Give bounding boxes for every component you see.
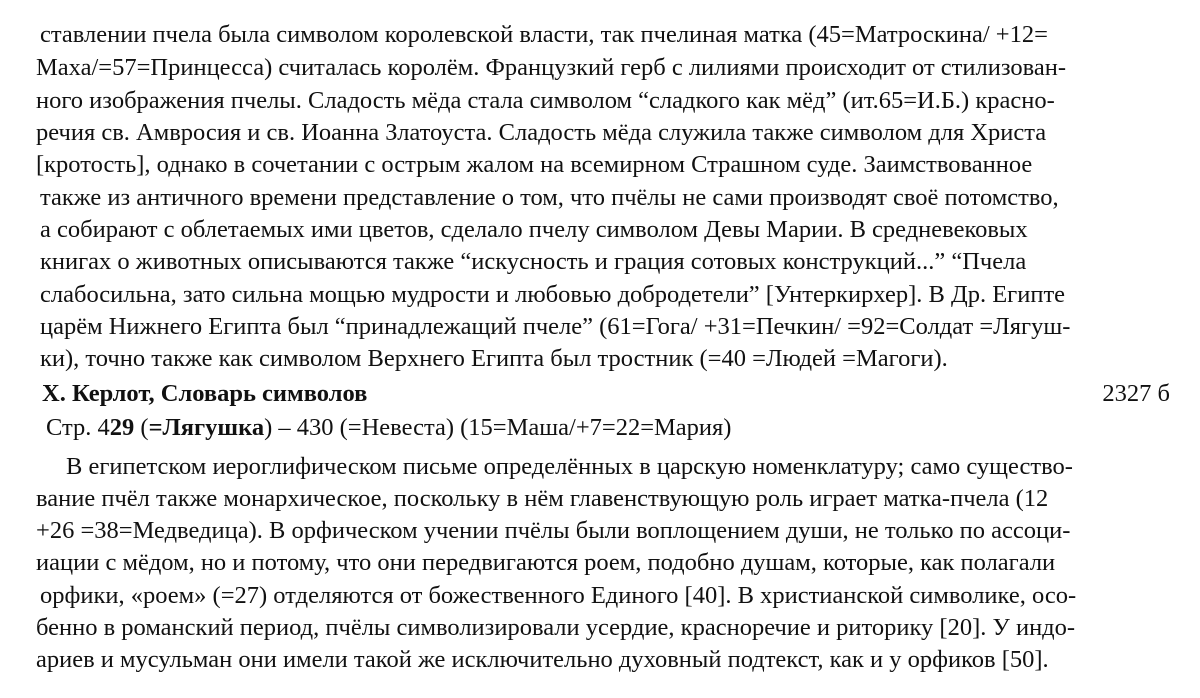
paragraph1-line: [кротость], однако в сочетании с острым жалом на всемирном Страшном суде. Заимствованное [36, 151, 1033, 178]
paragraph1-line: речия св. Амвросия и св. Иоанна Златоуста. Сладость мёда служила также символом для Христа [36, 119, 1047, 146]
paragraph1-line: книгах о животных описываются также “искусность и грация сотовых конструкций...” “Пчела [40, 248, 1027, 275]
paragraph1-line: также из античного времени представление о том, что пчёлы не сами производят своё потомство, [40, 184, 1059, 211]
paragraph2-line: бенно в романский период, пчёлы символизировали усердие, красноречие и риторику [20]. У индо- [36, 614, 1076, 641]
paragraph1-line: ки), точно также как символом Верхнего Египта был тростник (=40 =Людей =Магоги). [40, 345, 948, 372]
paragraph1-line: ставлении пчела была символом королевской власти, так пчелиная матка (45=Матроскина/ +12= [40, 21, 1048, 48]
page-ref-bold-word: =Лягушка [148, 414, 265, 441]
paragraph2-line: иации с мёдом, но и потому, что они передвигаются роем, подобно душам, которые, как полагали [36, 549, 1056, 576]
paragraph2-line: орфики, «роем» (=27) отделяются от божественного Единого [40]. В христианской символике, осо- [40, 582, 1077, 609]
page-ref-rest: ) – 430 (=Невеста) (15=Маша/+7=22=Мария) [264, 414, 732, 441]
paragraph2-line: вание пчёл также монархическое, поскольку в нём главенствующую роль играет матка-пчела (12 [36, 485, 1049, 512]
page-reference-line [46, 413, 731, 443]
page-ref-prefix: Стр. 4 [46, 414, 110, 441]
paragraph1-line: слабосильна, зато сильна мощью мудрости и любовью добродетели” [Унтеркирхер]. В Др. Египте [40, 281, 1066, 308]
paragraph1-line: а собирают с облетаемых ими цветов, сделало пчелу символом Девы Марии. В средневековых [40, 216, 1028, 243]
paragraph2-line: В египетском иероглифическом письме определённых в царскую номенклатуру; само существо- [66, 453, 1073, 480]
paragraph2-line: ариев и мусульман они имели такой же исключительно духовный подтекст, как и у орфиков [50]. [36, 646, 1049, 673]
paragraph1-line: Маха/=57=Принцесса) считалась королём. Французкий герб с лилиями происходит от стилизован- [36, 54, 1067, 81]
paragraph1-line: царём Нижнего Египта был “принадлежащий пчеле” (61=Гога/ +31=Печкин/ =92=Солдат =Лягуш- [40, 313, 1071, 340]
paragraph2-line: +26 =38=Медведица). В орфическом учении пчёлы были воплощением души, не только по ассоци- [36, 517, 1071, 544]
page-ref-bold-number: 29 [109, 414, 135, 441]
source-reference: 2327 б [1102, 380, 1170, 407]
source-title: Х. Керлот, Словарь символов [42, 380, 368, 407]
page-ref-paren: ( [134, 414, 149, 441]
paragraph1-line: ного изображения пчелы. Сладость мёда стала символом “сладкого как мёд” (ит.65=И.Б.) красно- [36, 87, 1055, 114]
